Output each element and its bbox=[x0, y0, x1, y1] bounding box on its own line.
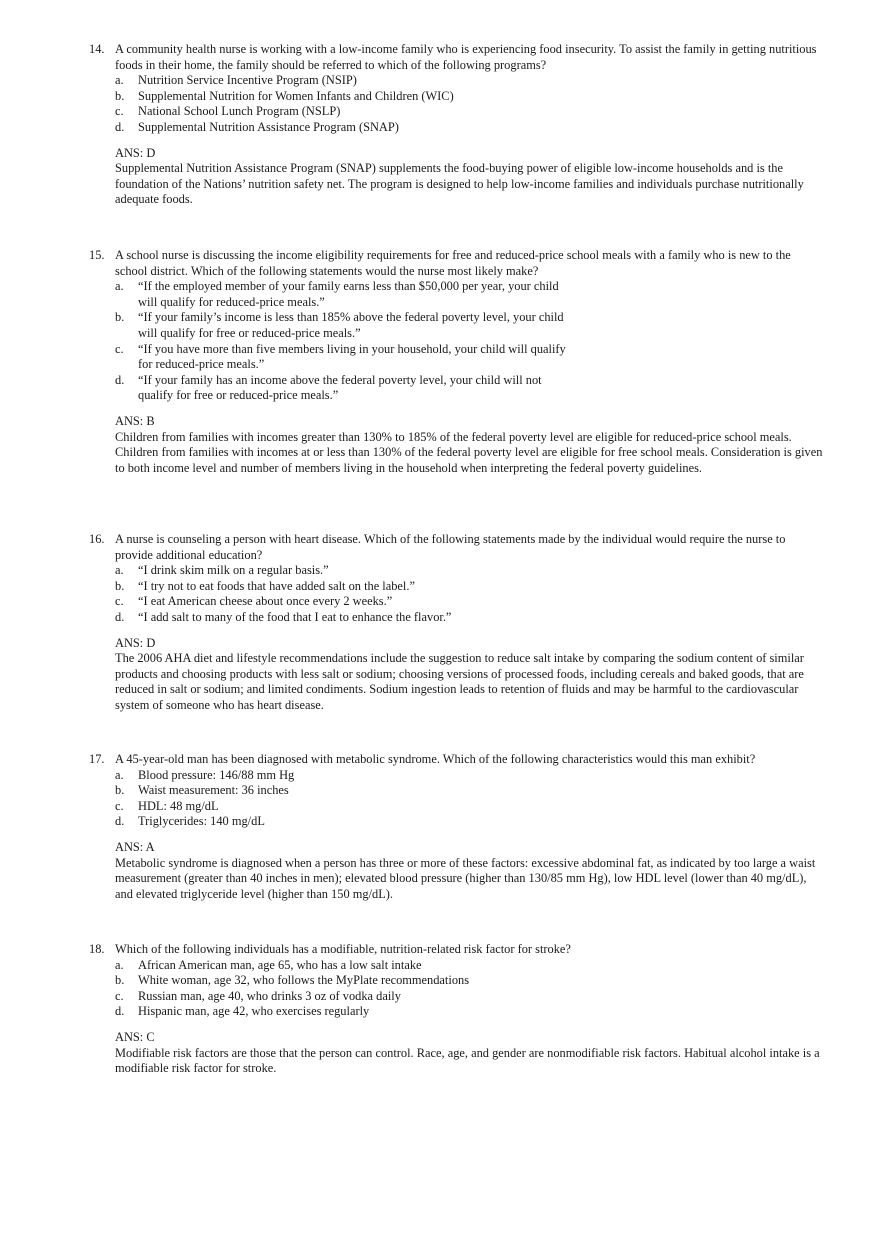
option-d bbox=[89, 1004, 825, 1020]
option-text: HDL: 48 mg/dL bbox=[138, 798, 219, 813]
option-b bbox=[89, 579, 825, 595]
question-number: 15. bbox=[89, 248, 105, 262]
option-letter: d. bbox=[115, 814, 125, 829]
question-stem bbox=[89, 752, 825, 768]
answer-key: ANS: D bbox=[115, 145, 156, 160]
rationale-text: The 2006 AHA diet and lifestyle recommendations include the suggestion to reduce salt intake by comparing the sodium content of similar products and choosing products with less salt or sodium; choosing versions of processed foods, including cereals and baked goods, that are reduced in salt or sodium; and limited condiments. Sodium ingestion leads to retention of fluids and may be harmful to the cardiovascular system of someone who has heart disease. bbox=[115, 651, 804, 712]
option-text: Supplemental Nutrition Assistance Program (SNAP) bbox=[138, 119, 399, 134]
option-letter: b. bbox=[115, 973, 125, 988]
option-b bbox=[89, 973, 825, 989]
option-b bbox=[89, 89, 825, 105]
option-b bbox=[89, 310, 825, 341]
option-letter: d. bbox=[115, 119, 125, 134]
option-letter: a. bbox=[115, 279, 124, 294]
question-text: A nurse is counseling a person with heart disease. Which of the following statements made by the individual would require the nurse to provide additional education? bbox=[115, 532, 786, 562]
option-c bbox=[89, 342, 825, 373]
answer-key: ANS: D bbox=[115, 635, 156, 650]
question-stem bbox=[89, 42, 825, 73]
question-stem bbox=[89, 532, 825, 563]
option-text: Nutrition Service Incentive Program (NSIP) bbox=[138, 73, 357, 88]
option-text: Hispanic man, age 42, who exercises regularly bbox=[138, 1004, 370, 1019]
option-letter: c. bbox=[115, 798, 124, 813]
option-text: “I try not to eat foods that have added salt on the label.” bbox=[138, 578, 415, 593]
option-letter: b. bbox=[115, 310, 125, 325]
option-c bbox=[89, 989, 825, 1005]
answer-options bbox=[89, 958, 825, 1020]
option-letter: d. bbox=[115, 372, 125, 387]
rationale-text: Modifiable risk factors are those that the person can control. Race, age, and gender are nonmodifiable risk factors. Habitual alcohol intake is a modifiable risk factor for stroke. bbox=[115, 1045, 820, 1076]
option-a bbox=[89, 279, 825, 310]
option-letter: c. bbox=[115, 594, 124, 609]
answer-key: ANS: C bbox=[115, 1029, 155, 1044]
option-c bbox=[89, 594, 825, 610]
option-a bbox=[89, 563, 825, 579]
option-d bbox=[89, 814, 825, 830]
question-17 bbox=[89, 752, 825, 902]
rationale-text: Children from families with incomes greater than 130% to 185% of the federal poverty level are eligible for reduced-price school meals. Children from families with incomes at or less than 130% of the federal poverty level are eligible for free school meals. Consideration is given to both income level and number of members living in the household when interpreting the federal poverty guidelines. bbox=[115, 429, 823, 475]
question-15 bbox=[89, 248, 825, 476]
option-letter: c. bbox=[115, 988, 124, 1003]
option-text: Russian man, age 40, who drinks 3 oz of vodka daily bbox=[138, 988, 401, 1003]
option-text: Waist measurement: 36 inches bbox=[138, 783, 289, 798]
option-letter: c. bbox=[115, 104, 124, 119]
option-letter: a. bbox=[115, 957, 124, 972]
option-text: “I add salt to many of the food that I eat to enhance the flavor.” bbox=[138, 609, 452, 624]
rationale-text: Supplemental Nutrition Assistance Program (SNAP) supplements the food-buying power of eligible low-income households and is the foundation of the Nations’ nutrition safety net. The program is designed to help low-income families and individuals purchase nutritionally adequate foods. bbox=[115, 161, 804, 207]
answer-options bbox=[89, 768, 825, 830]
option-letter: b. bbox=[115, 578, 125, 593]
option-d bbox=[89, 610, 825, 626]
question-number: 17. bbox=[89, 752, 105, 766]
option-d bbox=[89, 120, 825, 136]
option-letter: a. bbox=[115, 767, 124, 782]
option-letter: b. bbox=[115, 783, 125, 798]
question-18 bbox=[89, 942, 825, 1077]
answer-options bbox=[89, 279, 825, 404]
question-text: Which of the following individuals has a modifiable, nutrition-related risk factor for stroke? bbox=[115, 942, 571, 956]
option-letter: d. bbox=[115, 609, 125, 624]
option-letter: b. bbox=[115, 88, 125, 103]
question-stem bbox=[89, 942, 825, 958]
answer-key: ANS: B bbox=[115, 413, 155, 428]
option-text: “I eat American cheese about once every 2 weeks.” bbox=[138, 594, 393, 609]
option-a bbox=[89, 768, 825, 784]
option-text: “If the employed member of your family earns less than $50,000 per year, your child will qualify for reduced-price meals.” bbox=[138, 279, 559, 309]
option-text: Blood pressure: 146/88 mm Hg bbox=[138, 767, 295, 782]
question-text: A school nurse is discussing the income eligibility requirements for free and reduced-price school meals with a family who is new to the school district. Which of the following statements would the nurse most likely make? bbox=[115, 248, 791, 278]
question-number: 14. bbox=[89, 42, 105, 56]
option-a bbox=[89, 958, 825, 974]
option-letter: a. bbox=[115, 563, 124, 578]
option-text: “If you have more than five members living in your household, your child will qualify for reduced-price meals.” bbox=[138, 341, 566, 372]
option-text: Supplemental Nutrition for Women Infants and Children (WIC) bbox=[138, 88, 454, 103]
question-number: 16. bbox=[89, 532, 105, 546]
option-letter: c. bbox=[115, 341, 124, 356]
answer-key: ANS: A bbox=[115, 839, 155, 854]
option-text: “I drink skim milk on a regular basis.” bbox=[138, 563, 329, 578]
rationale-text: Metabolic syndrome is diagnosed when a person has three or more of these factors: excessive abdominal fat, as indicated by too large a waist measurement (greater than 40 inches in men); elevated blood pressure (higher than 130/85 mm Hg), low HDL level (lower than 40 mg/dL), and elevated triglyceride level (higher than 150 mg/dL). bbox=[115, 855, 816, 901]
question-14 bbox=[89, 42, 825, 208]
option-text: “If your family has an income above the federal poverty level, your child will not qualify for free or reduced-price meals.” bbox=[138, 372, 542, 403]
option-a bbox=[89, 73, 825, 89]
option-text: National School Lunch Program (NSLP) bbox=[138, 104, 341, 119]
option-c bbox=[89, 104, 825, 120]
answer-options bbox=[89, 73, 825, 135]
option-letter: a. bbox=[115, 73, 124, 88]
option-letter: d. bbox=[115, 1004, 125, 1019]
question-number: 18. bbox=[89, 942, 105, 956]
option-text: African American man, age 65, who has a low salt intake bbox=[138, 957, 422, 972]
answer-options bbox=[89, 563, 825, 625]
option-b bbox=[89, 783, 825, 799]
option-text: White woman, age 32, who follows the MyPlate recommendations bbox=[138, 973, 470, 988]
question-text: A 45-year-old man has been diagnosed with metabolic syndrome. Which of the following characteristics would this man exhibit? bbox=[115, 752, 756, 766]
question-text: A community health nurse is working with a low-income family who is experiencing food insecurity. To assist the family in getting nutritious foods in their home, the family should be referred to which of the following programs? bbox=[115, 42, 817, 72]
option-text: Triglycerides: 140 mg/dL bbox=[138, 814, 265, 829]
option-c bbox=[89, 799, 825, 815]
question-stem bbox=[89, 248, 825, 279]
option-d bbox=[89, 373, 825, 404]
option-text: “If your family’s income is less than 185% above the federal poverty level, your child will qualify for free or reduced-price meals.” bbox=[138, 310, 564, 340]
question-16 bbox=[89, 532, 825, 714]
